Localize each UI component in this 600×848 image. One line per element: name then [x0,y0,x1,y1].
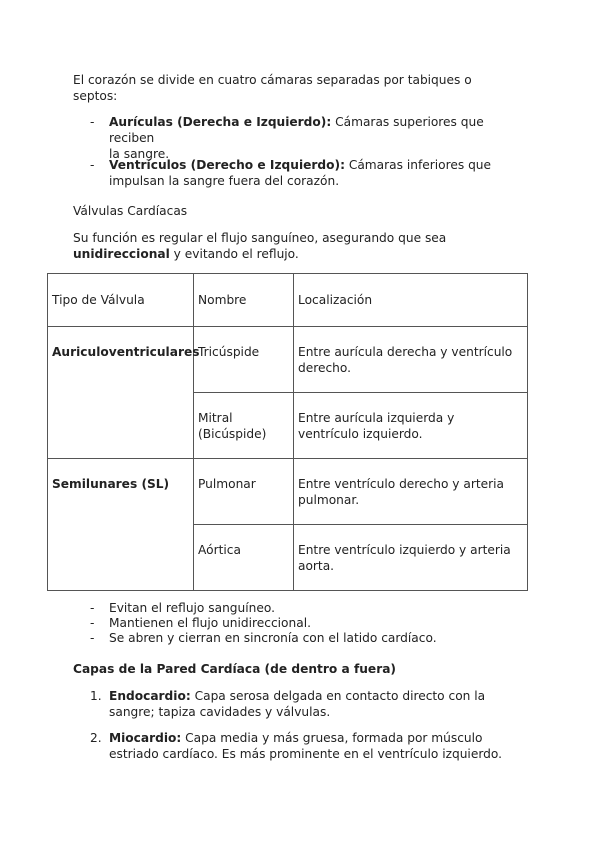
function-text: Se abren y cierran en sincronía con el latido cardíaco. [109,631,437,645]
function-text: Mantienen el flujo unidireccional. [109,616,311,630]
cell-location: Entre ventrículo izquierdo y arteria aorta. [294,525,528,591]
cell-location: Entre aurícula izquierda y ventrículo izquierdo. [294,393,528,459]
intro-line-2: septos: [73,89,118,103]
dash-bullet: - [90,616,95,630]
cell-name: Pulmonar [194,459,294,525]
list-number: 2. [90,731,102,745]
dash-bullet: - [90,601,95,615]
dash-bullet: - [90,158,95,172]
cell-location: Entre ventrículo derecho y arteria pulmonar. [294,459,528,525]
table-row [48,525,528,591]
function-text: Evitan el reflujo sanguíneo. [109,601,275,615]
header-type: Tipo de Válvula [48,274,194,327]
chamber-term: Ventrículos (Derecho e Izquierdo): [109,158,345,172]
layer-term: Miocardio: [109,731,182,745]
cell-type: Auriculoventriculares [48,327,194,393]
table-row [48,327,528,393]
header-location: Localización [294,274,528,327]
valves-table [47,273,528,591]
intro-line-1: El corazón se divide en cuatro cámaras separadas por tabiques o [73,73,472,87]
layer-desc: Capa media y más gruesa, formada por músculo [181,731,483,745]
cell-name: Mitral (Bicúspide) [194,393,294,459]
valves-heading: Válvulas Cardíacas [73,204,188,218]
valves-intro [73,230,446,262]
chamber-desc-cont: la sangre. [109,147,170,161]
cell-type [48,525,194,591]
valves-intro-rest: y evitando el reflujo. [169,247,299,261]
cell-name: Aórtica [194,525,294,591]
table-row [48,459,528,525]
dash-bullet: - [90,631,95,645]
chamber-desc: Cámaras inferiores que [344,158,492,172]
chamber-desc-cont: impulsan la sangre fuera del corazón. [109,174,340,188]
chamber-term: Aurículas (Derecha e Izquierdo): [109,115,332,129]
cell-name: Tricúspide [194,327,294,393]
layer-desc-cont: estriado cardíaco. Es más prominente en el ventrículo izquierdo. [109,747,502,761]
cell-type [48,393,194,459]
valves-intro-line-1: Su función es regular el flujo sanguíneo, asegurando que sea [73,231,447,245]
valves-intro-bold: unidireccional [73,247,170,261]
layer-desc: Capa serosa delgada en contacto directo con la [190,689,486,703]
list-number: 1. [90,689,102,703]
table-header-row [48,274,528,327]
intro-paragraph [73,72,472,104]
layer-desc-cont: sangre; tapiza cavidades y válvulas. [109,705,331,719]
layers-heading: Capas de la Pared Cardíaca (de dentro a fuera) [73,662,396,676]
layer-term: Endocardio: [109,689,191,703]
cell-location: Entre aurícula derecha y ventrículo derecho. [294,327,528,393]
dash-bullet: - [90,115,95,129]
chamber-desc: Cámaras superiores que reciben [109,115,484,145]
cell-type: Semilunares (SL) [48,459,194,525]
header-name: Nombre [194,274,294,327]
table-row [48,393,528,459]
